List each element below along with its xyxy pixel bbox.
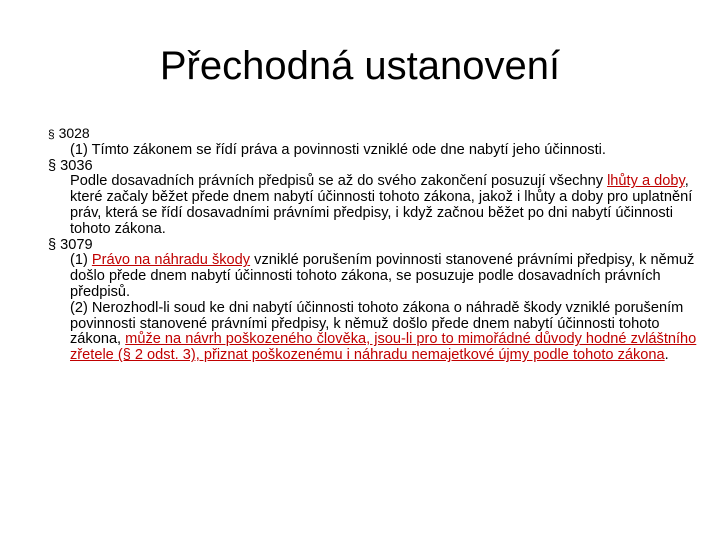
highlighted-text: lhůty a doby <box>607 173 685 190</box>
section-3079-paragraph-1: (1) Právo na náhradu škody vzniklé porušením povinnosti stanovené právními předpisy, k němuž došlo přede dnem nabytí účinnosti tohoto zákona, se posuzuje podle dosavadních právních předpisů. <box>70 252 695 300</box>
paragraph-mark: § <box>48 127 55 141</box>
slide-content <box>48 126 698 364</box>
section-heading-3028 <box>48 126 698 143</box>
section-3028-paragraph-1: (1) Tímto zákonem se řídí práva a povinnosti vzniklé ode dne nabytí jeho účinnosti. <box>70 141 606 158</box>
section-3036-paragraph-1: Podle dosavadních právních předpisů se až do svého zakončení posuzují všechny lhůty a doby, které začaly běžet přede dnem nabytí účinnosti tohoto zákona, jakož i lhůty a doby pro uplatnění práv, která se řídí dosavadními právními předpisy, i když začnou běžet po dni nabytí účinnosti tohoto zákona. <box>70 173 693 237</box>
section-3079-paragraph-2: (2) Nerozhodl-li soud ke dni nabytí účinnosti tohoto zákona o náhradě škody vzniklé porušením povinnosti stanovené právními předpisy, k němuž došlo přede dnem nabytí účinnosti tohoto zákona, může na návrh poškozeného člověka, jsou-li pro to mimořádné důvody hodné zvláštního zřetele (§ 2 odst. 3), přiznat poškozenému i náhradu nemajetkové újmy podle tohoto zákona. <box>70 299 697 364</box>
section-heading-3036: § 3036 <box>48 157 93 174</box>
section-heading-3079: § 3079 <box>48 236 93 253</box>
section-number: 3028 <box>58 125 90 141</box>
highlighted-text: Právo na náhradu škody <box>91 252 251 269</box>
slide-title: Přechodná ustanovení <box>159 44 561 88</box>
highlighted-text: může na návrh poškozeného člověka, jsou-li pro to mimořádné důvody hodné zvláštního zřetele (§ 2 odst. 3), přiznat poškozenému i náhradu nemajetkové újmy podle tohoto zákona <box>70 331 697 364</box>
